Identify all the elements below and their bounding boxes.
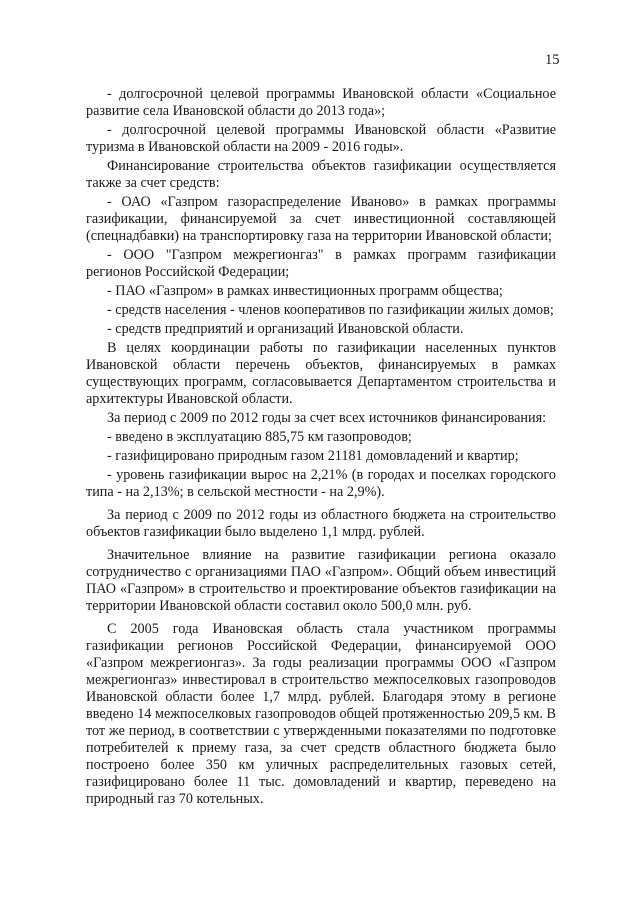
paragraph: Значительное влияние на развитие газификации региона оказало сотрудничество с организациями ПАО «Газпром». Общий объем инвестиций ПАО «Газпром» в строительство и проектирование объектов газификации на территории Ивановской области составил около 500,0 млн. руб. xyxy=(86,547,556,614)
paragraph-list-item: - ПАО «Газпром» в рамках инвестиционных программ общества; xyxy=(107,283,503,299)
paragraph: За период с 2009 по 2012 годы за счет всех источников финансирования: xyxy=(107,410,547,426)
paragraph-list-item: - долгосрочной целевой программы Ивановской области «Развитие туризма в Ивановской области на 2009 - 2016 годы». xyxy=(86,122,556,155)
paragraph-list-item: - средств населения - членов кооперативов по газификации жилых домов; xyxy=(107,302,554,318)
paragraph-list-item: - ОАО «Газпром газораспределение Иваново» в рамках программы газификации, финансируемой за счет инвестиционной составляющей (спецнадбавки) на транспортировку газа на территории Ивановской области; xyxy=(86,194,556,244)
document-body xyxy=(86,86,556,810)
page-number: 15 xyxy=(545,52,560,68)
paragraph-list-item: - ООО "Газпром межрегионгаз" в рамках программ газификации регионов Российской Федерации; xyxy=(86,247,556,280)
paragraph-list-item: - уровень газификации вырос на 2,21% (в городах и поселках городского типа - на 2,13%; в сельской местности - на 2,9%). xyxy=(86,467,556,500)
paragraph: С 2005 года Ивановская область стала участником программы газификации регионов Российской Федерации, финансируемой ООО «Газпром межрегионгаз». За годы реализации программы ООО «Газпром межрегионгаз» инвестировал в строительство межпоселковых газопроводов Ивановской области более 1,7 млрд. рублей. Благодаря этому в регионе введено 14 межпоселковых газопроводов общей протяженностью 209,5 км. В тот же период, в соответствии с утвержденными показателями по подготовке потребителей к приему газа, за счет средств областного бюджета было построено более 350 км уличных распределительных газовых сетей, газифицировано более 11 тыс. домовладений и квартир, переведено на природный газ 70 котельных. xyxy=(86,621,556,807)
paragraph: За период с 2009 по 2012 годы из областного бюджета на строительство объектов газификации было выделено 1,1 млрд. рублей. xyxy=(86,507,556,540)
paragraph-list-item: - газифицировано природным газом 21181 домовладений и квартир; xyxy=(107,448,519,464)
paragraph-list-item: - долгосрочной целевой программы Ивановской области «Социальное развитие села Ивановской области до 2013 года»; xyxy=(86,86,556,119)
paragraph: Финансирование строительства объектов газификации осуществляется также за счет средств: xyxy=(86,158,556,191)
paragraph: В целях координации работы по газификации населенных пунктов Ивановской области перечень объектов, финансируемых в рамках существующих программ, согласовывается Департаментом строительства и архитектуры Ивановской области. xyxy=(86,340,556,407)
paragraph-list-item: - средств предприятий и организаций Ивановской области. xyxy=(107,321,464,337)
paragraph-list-item: - введено в эксплуатацию 885,75 км газопроводов; xyxy=(107,429,412,445)
